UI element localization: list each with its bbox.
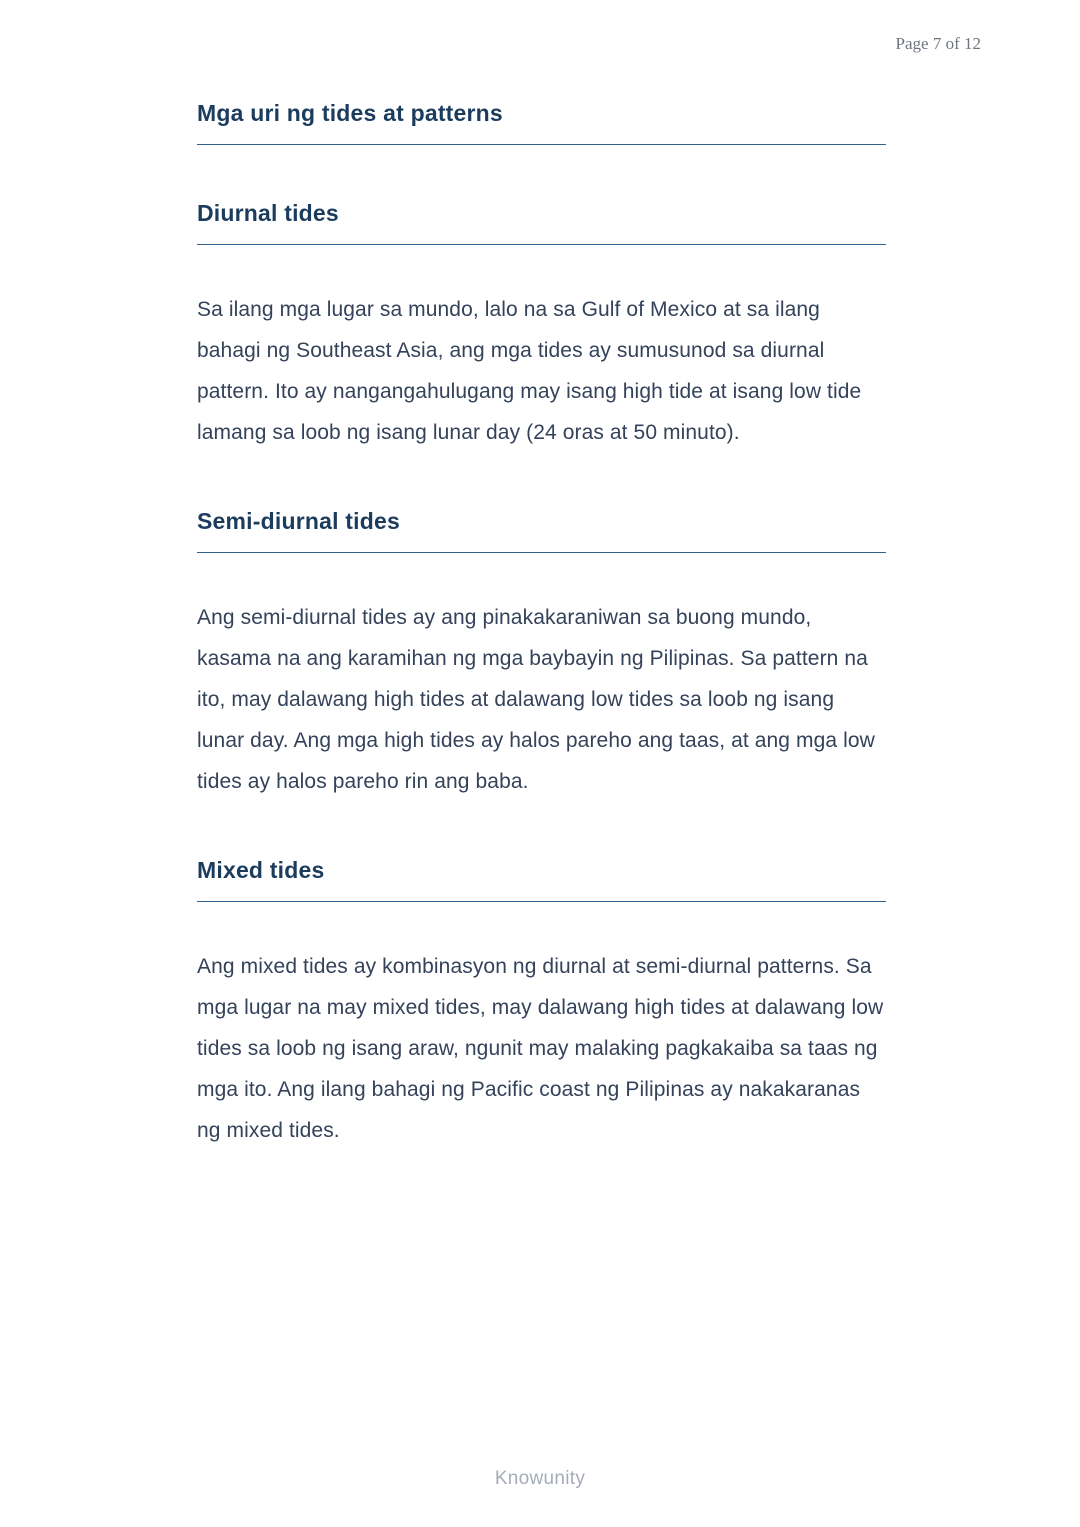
section-body-semi-diurnal: Ang semi-diurnal tides ay ang pinakakaraniwan sa buong mundo, kasama na ang karamihan ng mga baybayin ng Pilipinas. Sa pattern na ito, may dalawang high tides at dalawang low tides sa loob ng isang lunar day. Ang mga high tides ay halos pareho ang taas, at ang mga low tides ay halos pareho rin ang baba.	[197, 606, 875, 793]
section-body-diurnal: Sa ilang mga lugar sa mundo, lalo na sa Gulf of Mexico at sa ilang bahagi ng Southeast Asia, ang mga tides ay sumusunod sa diurnal pattern. Ito ay nangangahulugang may isang high tide at isang low tide lamang sa loob ng isang lunar day (24 oras at 50 minuto).	[197, 298, 862, 444]
section-diurnal-tides	[197, 200, 886, 453]
section-title-semi-diurnal: Semi-diurnal tides	[197, 508, 886, 553]
section-title-diurnal: Diurnal tides	[197, 200, 886, 245]
section-body-mixed: Ang mixed tides ay kombinasyon ng diurnal at semi-diurnal patterns. Sa mga lugar na may mixed tides, may dalawang high tides at dalawang low tides sa loob ng isang araw, ngunit may malaking pagkakaiba sa taas ng mga ito. Ang ilang bahagi ng Pacific coast ng Pilipinas ay nakakaranas ng mixed tides.	[197, 955, 884, 1142]
page-number: Page 7 of 12	[895, 34, 981, 53]
document-content	[197, 100, 886, 1151]
section-semi-diurnal-tides	[197, 508, 886, 802]
footer-brand: Knowunity	[494, 1468, 586, 1489]
section-title-mixed: Mixed tides	[197, 857, 886, 902]
section-mixed-tides	[197, 857, 886, 1151]
section-tides-patterns	[197, 100, 886, 145]
section-title-main: Mga uri ng tides at patterns	[197, 100, 886, 145]
